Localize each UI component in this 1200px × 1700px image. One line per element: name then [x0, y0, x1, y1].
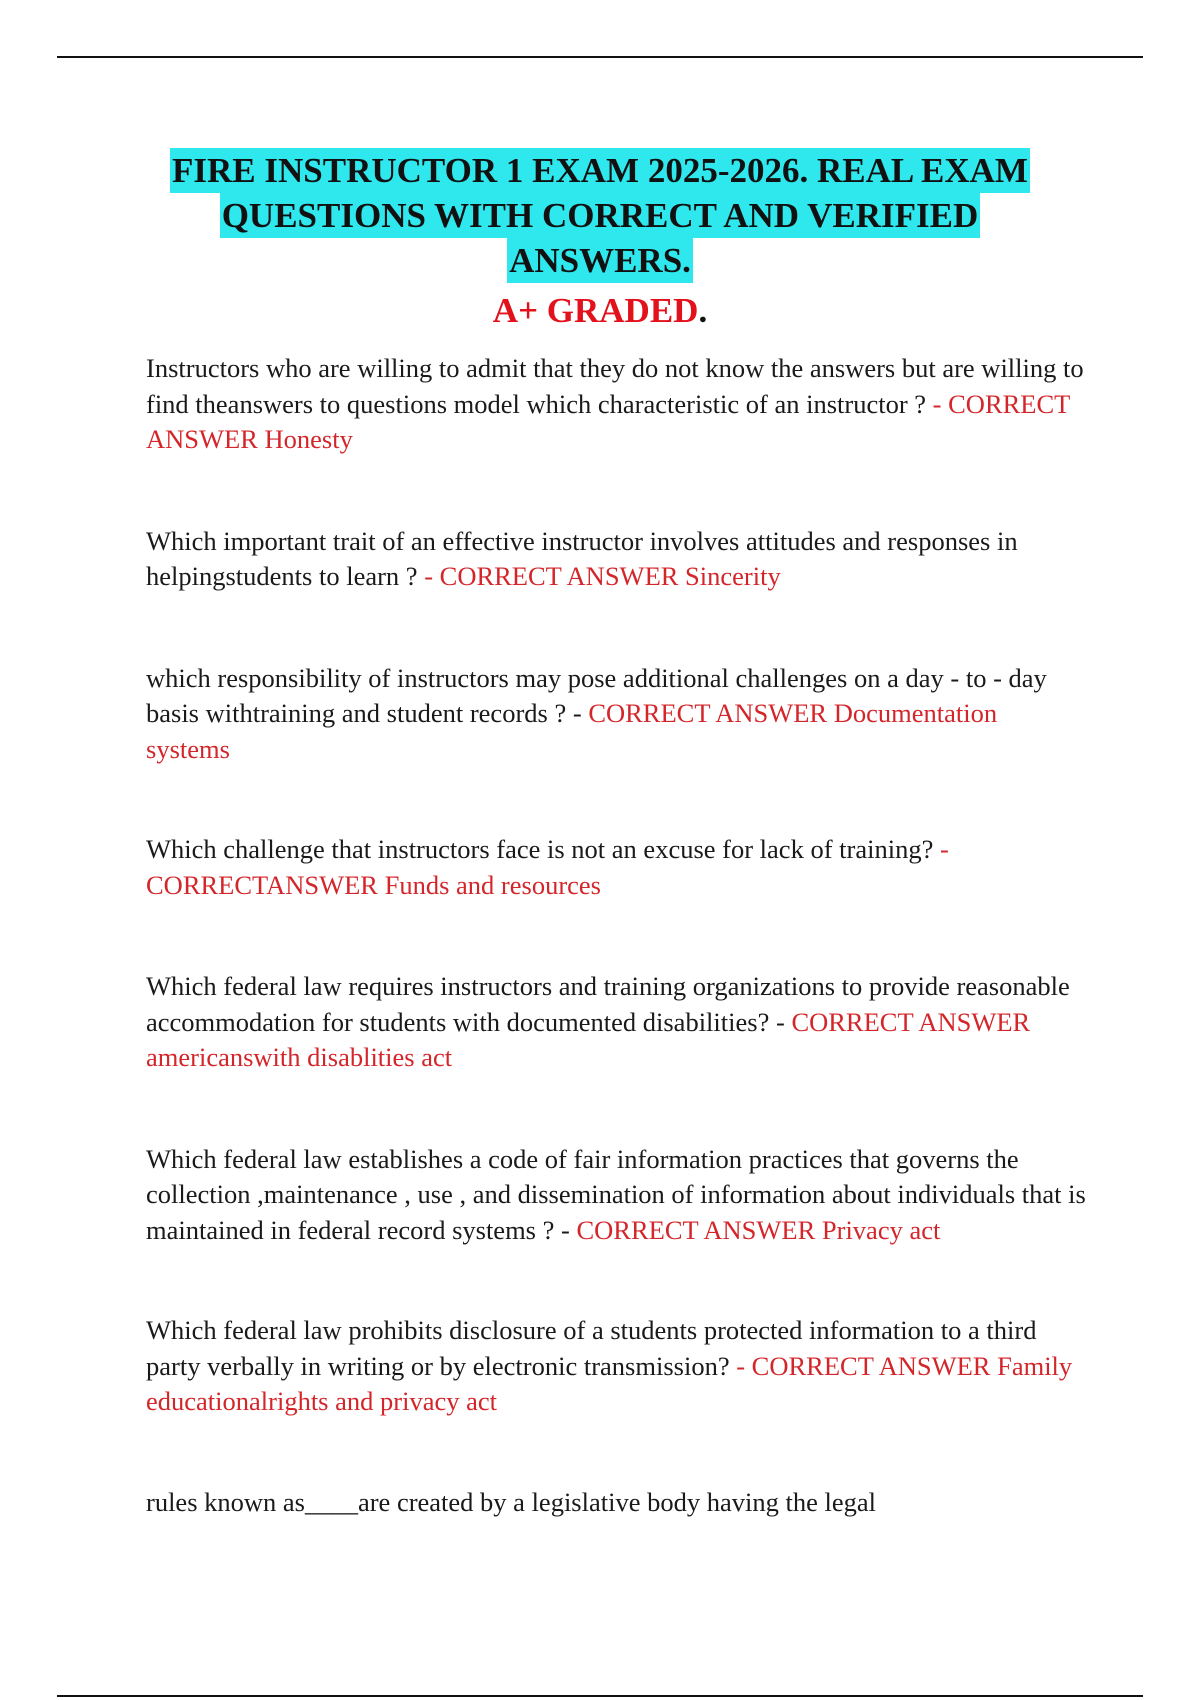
question-text: Which federal law requires instructors and training organizations to provide reasonable accommodation for students with documented disabilities? [146, 971, 1070, 1037]
question-item [146, 661, 1086, 768]
question-item [146, 1142, 1086, 1249]
question-item [146, 351, 1086, 458]
question-item [146, 1313, 1086, 1420]
document-header [0, 148, 1200, 333]
question-text: Which federal law establishes a code of fair information practices that governs the collection ,maintenance , use , and dissemination of information about individuals that is maintained in federal record systems ? [146, 1143, 1086, 1245]
answer-separator: - [729, 1350, 752, 1381]
question-text: Which important trait of an effective instructor involves attitudes and responses in helpingstudents to learn ? [146, 525, 1018, 591]
question-text: Instructors who are willing to admit that they do not know the answers but are willing to find theanswers to questions model which characteristic of an instructor ? [146, 353, 1084, 419]
answer-separator: - [933, 834, 949, 864]
question-item [146, 969, 1086, 1076]
answer-separator: - [417, 561, 440, 591]
answer-text: CORRECTANSWER Funds and resources [146, 869, 601, 900]
answer-separator: - [769, 1006, 792, 1037]
question-text: Which federal law prohibits disclosure of a students protected information to a third party verbally in writing or by electronic transmission? [146, 1315, 1037, 1381]
question-item [146, 832, 1086, 903]
title-line: QUESTIONS WITH CORRECT AND VERIFIED [220, 193, 981, 238]
question-text: Which challenge that instructors face is not an excuse for lack of training? [146, 834, 934, 864]
grade-period: . [698, 291, 708, 330]
answer-separator: - [554, 1214, 577, 1245]
question-item [146, 524, 1086, 595]
answer-text: CORRECT ANSWER Honesty [146, 388, 1070, 454]
answer-text: CORRECT ANSWER Documentation systems [146, 698, 998, 764]
question-text: rules known as____are created by a legislative body having the legal [146, 1486, 876, 1517]
grade-label [0, 289, 1200, 333]
answer-separator: - [566, 698, 589, 728]
bottom-divider [57, 1695, 1143, 1697]
answer-text: CORRECT ANSWER Family educationalrights and privacy act [146, 1350, 1073, 1416]
answer-text: CORRECT ANSWER americanswith disablities act [146, 1006, 1031, 1072]
answer-separator: - [926, 388, 949, 419]
title [0, 148, 1200, 283]
question-item [146, 1485, 1086, 1521]
question-list [146, 351, 1086, 1520]
question-text: which responsibility of instructors may pose additional challenges on a day - to - day basis withtraining and student records ? [146, 662, 1047, 728]
grade-text: A+ GRADED [492, 291, 699, 330]
title-line: ANSWERS. [507, 238, 693, 283]
top-divider [57, 56, 1143, 58]
answer-text: CORRECT ANSWER Sincerity [439, 561, 781, 591]
title-line: FIRE INSTRUCTOR 1 EXAM 2025-2026. REAL EXAM [170, 148, 1030, 193]
answer-text: CORRECT ANSWER Privacy act [576, 1214, 941, 1245]
